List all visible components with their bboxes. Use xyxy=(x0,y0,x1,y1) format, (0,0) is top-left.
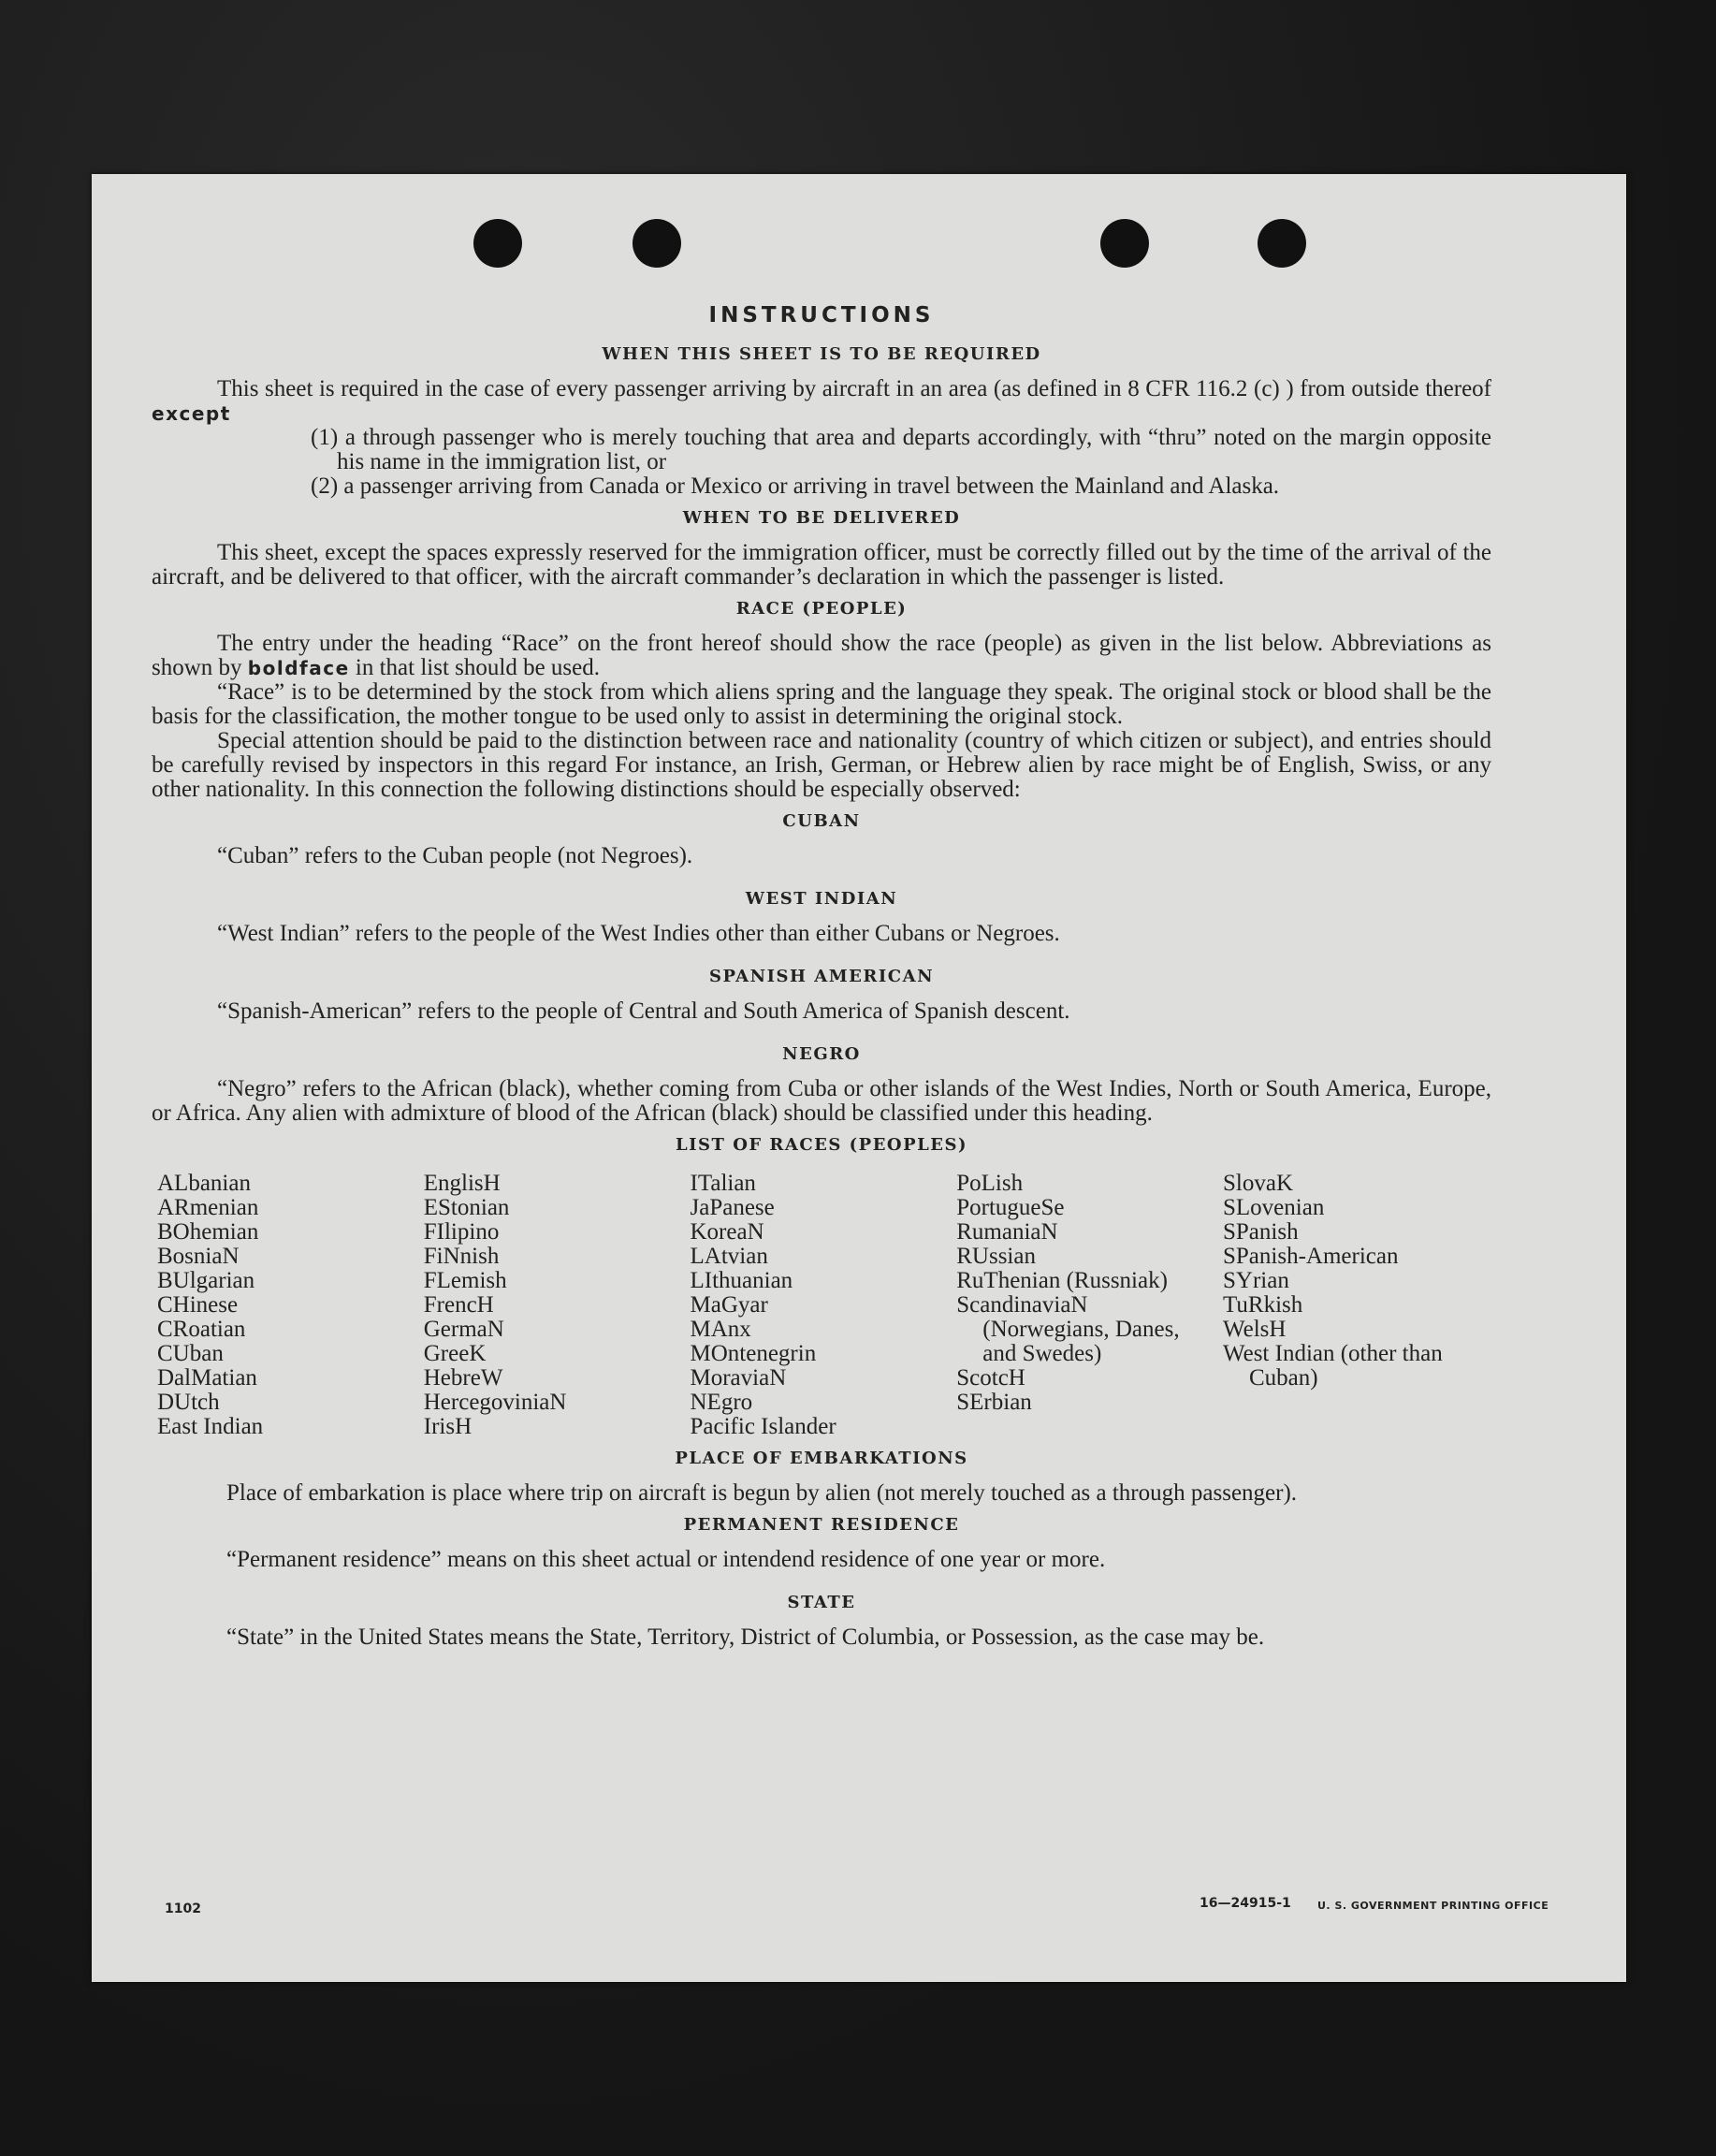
list-item: ARmenian xyxy=(157,1195,259,1220)
list-item: MAnx xyxy=(690,1317,751,1342)
list-item: SPanish-American xyxy=(1223,1244,1399,1269)
heading-west-indian: WEST INDIAN xyxy=(745,889,898,909)
list-item: CUban xyxy=(157,1341,224,1366)
list-item: EStonian xyxy=(423,1195,510,1220)
heading-when-delivered: WHEN TO BE DELIVERED xyxy=(682,508,961,528)
list-item: RuThenian (Russniak) xyxy=(956,1268,1168,1293)
list-item: LAtvian xyxy=(690,1244,768,1269)
list-item: HebreW xyxy=(423,1365,503,1391)
list-item: PoLish xyxy=(956,1171,1024,1196)
document-sheet xyxy=(92,174,1626,1982)
heading-spanish-american: SPANISH AMERICAN xyxy=(708,967,935,986)
list-item: DalMatian xyxy=(157,1365,257,1391)
list-item: RUssian xyxy=(956,1244,1036,1269)
list-item: ScotcH xyxy=(956,1365,1025,1391)
race-column-4 xyxy=(956,1172,1223,1439)
list-item: ALbanian xyxy=(157,1171,251,1196)
list-item: ITalian xyxy=(690,1171,756,1196)
punch-hole xyxy=(473,219,522,268)
list-item: MoraviaN xyxy=(690,1365,787,1391)
race-list xyxy=(157,1172,1491,1439)
heading-negro: NEGRO xyxy=(782,1044,861,1064)
list-item: FLemish xyxy=(423,1268,507,1293)
list-item: TuRkish xyxy=(1223,1292,1303,1318)
list-item: JaPanese xyxy=(690,1195,775,1220)
printer-imprint: U. S. GOVERNMENT PRINTING OFFICE xyxy=(1317,1900,1549,1912)
list-item: SYrian xyxy=(1223,1268,1289,1293)
residence-text: “Permanent residence” means on this sheet actual or intendend residence of one year or more. xyxy=(226,1547,1106,1572)
punch-hole xyxy=(1258,219,1306,268)
heading-when-required: WHEN THIS SHEET IS TO BE REQUIRED xyxy=(602,344,1041,364)
race-column-5 xyxy=(1223,1172,1491,1439)
list-item: LIthuanian xyxy=(690,1268,793,1293)
list-item: SErbian xyxy=(956,1390,1032,1415)
required-item-2: (2) a passenger arriving from Canada or Mexico or arriving in travel between the Mainland and Alaska. xyxy=(311,473,1280,499)
heading-race: RACE (PEOPLE) xyxy=(735,599,908,619)
required-intro: This sheet is required in the case of every passenger arriving by aircraft in an area (as defined in 8 CFR 116.2 (c) ) from outside thereof except xyxy=(152,376,1491,425)
race-column-3 xyxy=(691,1172,957,1439)
heading-cuban: CUBAN xyxy=(782,811,861,831)
negro-text: “Negro” refers to the African (black), whether coming from Cuba or other islands of the West Indies, North or South America, Europe, or Africa. Any alien with admixture of blood of the African (black) should be classified under this heading. xyxy=(152,1076,1491,1126)
heading-permanent-residence: PERMANENT RESIDENCE xyxy=(683,1515,960,1535)
required-item-1: (1) a through passenger who is merely touching that area and departs accordingly, with “thru” noted on the margin opposite his name in the immigration list, or xyxy=(311,425,1491,474)
list-item: FIlipino xyxy=(423,1219,500,1245)
spanish-american-text: “Spanish-American” refers to the people of Central and South America of Spanish descent. xyxy=(217,998,1070,1024)
west-indian-text: “West Indian” refers to the people of the West Indies other than either Cubans or Negroes. xyxy=(217,921,1060,946)
page-title: INSTRUCTIONS xyxy=(708,303,935,328)
list-item: WelsH xyxy=(1223,1317,1287,1342)
list-item: SPanish xyxy=(1223,1219,1299,1245)
except-bold: except xyxy=(152,402,231,425)
race-paragraph-2: “Race” is to be determined by the stock from which aliens spring and the language they speak. The original stock or blood shall be the basis for the classification, the mother tongue to be used only to assist in determining the original stock. xyxy=(152,679,1491,729)
list-item: KoreaN xyxy=(690,1219,764,1245)
punch-hole xyxy=(1100,219,1149,268)
punch-hole xyxy=(633,219,681,268)
heading-state: STATE xyxy=(787,1593,856,1612)
heading-place-of-embarkations: PLACE OF EMBARKATIONS xyxy=(675,1449,968,1468)
list-item: Pacific Islander xyxy=(690,1414,836,1439)
list-item: FrencH xyxy=(423,1292,494,1318)
list-item: BUlgarian xyxy=(157,1268,255,1293)
race-paragraph-3: Special attention should be paid to the distinction between race and nationality (country of which citizen or subject), and entries should be carefully revised by inspectors in this regard For instance, an Irish, German, or Hebrew alien by race might be of English, Swiss, or any other nationality. In this connection the following distinctions should be especially observed: xyxy=(152,728,1491,802)
list-item: DUtch xyxy=(157,1390,220,1415)
list-item: PortugueSe xyxy=(956,1195,1065,1220)
list-item: NEgro xyxy=(690,1390,753,1415)
list-item: SLovenian xyxy=(1223,1195,1325,1220)
instructions-content xyxy=(152,303,1491,1650)
list-item: East Indian xyxy=(157,1414,264,1439)
list-item: BosniaN xyxy=(157,1244,240,1269)
list-item: RumaniaN xyxy=(956,1219,1058,1245)
cuban-text: “Cuban” refers to the Cuban people (not Negroes). xyxy=(217,843,693,868)
race-column-1 xyxy=(157,1172,424,1439)
list-item: EnglisH xyxy=(423,1171,501,1196)
print-code: 16—24915-1 xyxy=(1200,1896,1291,1911)
race-paragraph-1: The entry under the heading “Race” on the front hereof should show the race (people) as given in the list below. Abbreviations as shown by boldface in that list should be used. xyxy=(152,631,1491,680)
list-item: BOhemian xyxy=(157,1219,259,1245)
race-column-2 xyxy=(424,1172,691,1439)
list-item: CHinese xyxy=(157,1292,239,1318)
heading-list-of-races: LIST OF RACES (PEOPLES) xyxy=(675,1135,968,1155)
list-item: West Indian (other than Cuban) xyxy=(1223,1341,1443,1391)
list-item: MaGyar xyxy=(690,1292,768,1318)
list-item: ScandinaviaN (Norwegians, Danes, and Swedes) xyxy=(956,1292,1180,1366)
boldface-word: boldface xyxy=(247,657,350,679)
list-item: GermaN xyxy=(423,1317,504,1342)
delivered-text: This sheet, except the spaces expressly reserved for the immigration officer, must be correctly filled out by the time of the arrival of the aircraft, and be delivered to that officer, with the aircraft commander’s declaration in which the passenger is listed. xyxy=(152,540,1491,590)
embarkation-text: Place of embarkation is place where trip on aircraft is begun by alien (not merely touched as a through passenger). xyxy=(226,1480,1298,1506)
list-item: GreeK xyxy=(423,1341,487,1366)
list-item: FiNnish xyxy=(423,1244,500,1269)
list-item: CRoatian xyxy=(157,1317,246,1342)
state-text: “State” in the United States means the State, Territory, District of Columbia, or Possession, as the case may be. xyxy=(226,1624,1265,1650)
list-item: IrisH xyxy=(423,1414,473,1439)
list-item: SlovaK xyxy=(1223,1171,1293,1196)
form-number: 1102 xyxy=(165,1901,201,1916)
list-item: MOntenegrin xyxy=(690,1341,817,1366)
list-item: HercegoviniaN xyxy=(423,1390,567,1415)
